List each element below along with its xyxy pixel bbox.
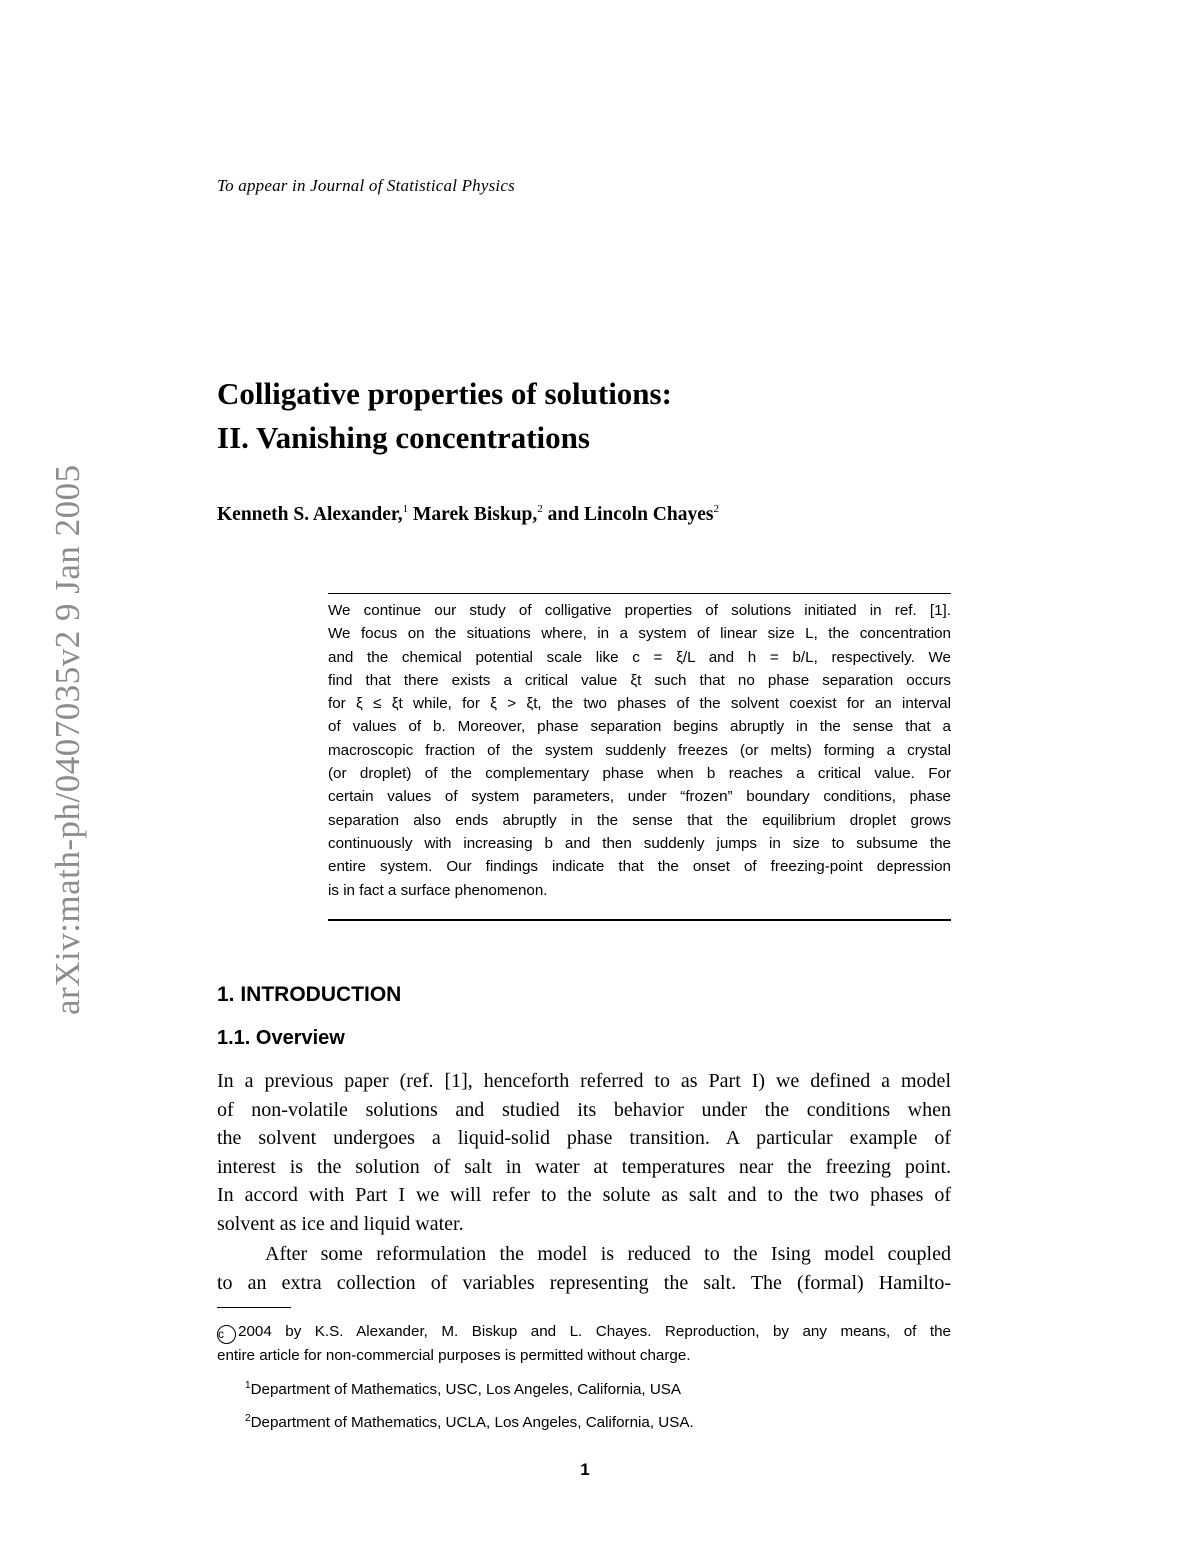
copyright-text: 2004 by K.S. Alexander, M. Biskup and L. Chayes. Reproduction, by any means, of the bbox=[238, 1323, 951, 1340]
abstract-line: continuously with increasing b and then suddenly jumps in size to subsume the bbox=[328, 834, 951, 852]
paper-title bbox=[217, 372, 672, 460]
title-line-1: Colligative properties of solutions: bbox=[217, 376, 672, 411]
abstract-line: entire system. Our findings indicate that the onset of freezing-point depression bbox=[328, 858, 951, 876]
abstract-line: find that there exists a critical value ξt such that no phase separation occurs bbox=[328, 671, 951, 689]
abstract-line: We focus on the situations where, in a system of linear size L, the concentration bbox=[328, 625, 951, 643]
author-conjunction: and bbox=[547, 504, 580, 525]
arxiv-stamp: arXiv:math-ph/0407035v2 9 Jan 2005 bbox=[48, 464, 87, 1015]
affiliation-mark: 2 bbox=[245, 1413, 251, 1424]
abstract-line: (or droplet) of the complementary phase when b reaches a critical value. For bbox=[328, 765, 951, 783]
abstract bbox=[328, 599, 951, 902]
affiliation-text: Department of Mathematics, UCLA, Los Angeles, California, USA. bbox=[250, 1414, 694, 1431]
journal-note: To appear in Journal of Statistical Physics bbox=[217, 176, 515, 195]
subsection-heading: 1.1. Overview bbox=[217, 1027, 345, 1049]
body-line: the solvent undergoes a liquid-solid phase transition. A particular example of bbox=[217, 1127, 951, 1149]
affiliation-footnote bbox=[217, 1374, 951, 1402]
affiliation-mark: 1 bbox=[245, 1379, 251, 1391]
copyright-icon: c bbox=[217, 1325, 236, 1344]
footnote-rule bbox=[217, 1307, 291, 1308]
abstract-line: and the chemical potential scale like c = ξ/L and h = b/L, respectively. We bbox=[328, 648, 951, 666]
abstract-line: separation also ends abruptly in the sense that the equilibrium droplet grows bbox=[328, 811, 951, 829]
copyright-line bbox=[217, 1320, 951, 1344]
body-line: of non-volatile solutions and studied its behavior under the conditions when bbox=[217, 1098, 951, 1121]
abstract-line: of values of b. Moreover, phase separation begins abruptly in the sense that a bbox=[328, 718, 951, 736]
abstract-line: macroscopic fraction of the system suddenly freezes (or melts) forming a crystal bbox=[328, 741, 951, 759]
body-line: solvent as ice and liquid water. bbox=[217, 1212, 464, 1235]
author-name: Lincoln Chayes bbox=[583, 504, 714, 525]
affiliation-mark: 1 bbox=[402, 503, 409, 515]
affiliation-mark: 2 bbox=[713, 503, 719, 515]
body-line: In a previous paper (ref. [1], henceforth referred to as Part I) we defined a model bbox=[217, 1070, 951, 1092]
body-line: After some reformulation the model is reduced to the Ising model coupled bbox=[265, 1243, 951, 1265]
abstract-bottom-rule bbox=[328, 919, 951, 921]
body-line: interest is the solution of salt in water at temperatures near the freezing point. bbox=[217, 1155, 951, 1178]
body-line: In accord with Part I we will refer to the solute as salt and to the two phases of bbox=[217, 1184, 951, 1206]
affiliation-text: Department of Mathematics, USC, Los Angeles, California, USA bbox=[250, 1380, 682, 1398]
author-list bbox=[217, 503, 719, 526]
affiliation-footnote bbox=[217, 1407, 951, 1435]
copyright-line: entire article for non-commercial purposes is permitted without charge. bbox=[217, 1347, 691, 1364]
abstract-line: is in fact a surface phenomenon. bbox=[328, 881, 548, 899]
affiliation-mark: 2 bbox=[537, 503, 543, 515]
abstract-line: We continue our study of colligative properties of solutions initiated in ref. [1]. bbox=[328, 602, 951, 619]
title-line-2: II. Vanishing concentrations bbox=[217, 420, 590, 455]
page-number: 1 bbox=[580, 1460, 590, 1479]
footnotes bbox=[217, 1320, 951, 1435]
author-name: Kenneth S. Alexander, bbox=[217, 504, 403, 525]
abstract-line: certain values of system parameters, under “frozen” boundary conditions, phase bbox=[328, 788, 951, 806]
body-line: to an extra collection of variables representing the salt. The (formal) Hamilto- bbox=[217, 1271, 951, 1294]
abstract-top-rule bbox=[328, 593, 951, 594]
abstract-line: for ξ ≤ ξt while, for ξ > ξt, the two phases of the solvent coexist for an interval bbox=[328, 695, 951, 713]
author-name: Marek Biskup, bbox=[413, 504, 538, 525]
body-text bbox=[217, 1067, 951, 1297]
section-heading: 1. INTRODUCTION bbox=[217, 983, 402, 1006]
